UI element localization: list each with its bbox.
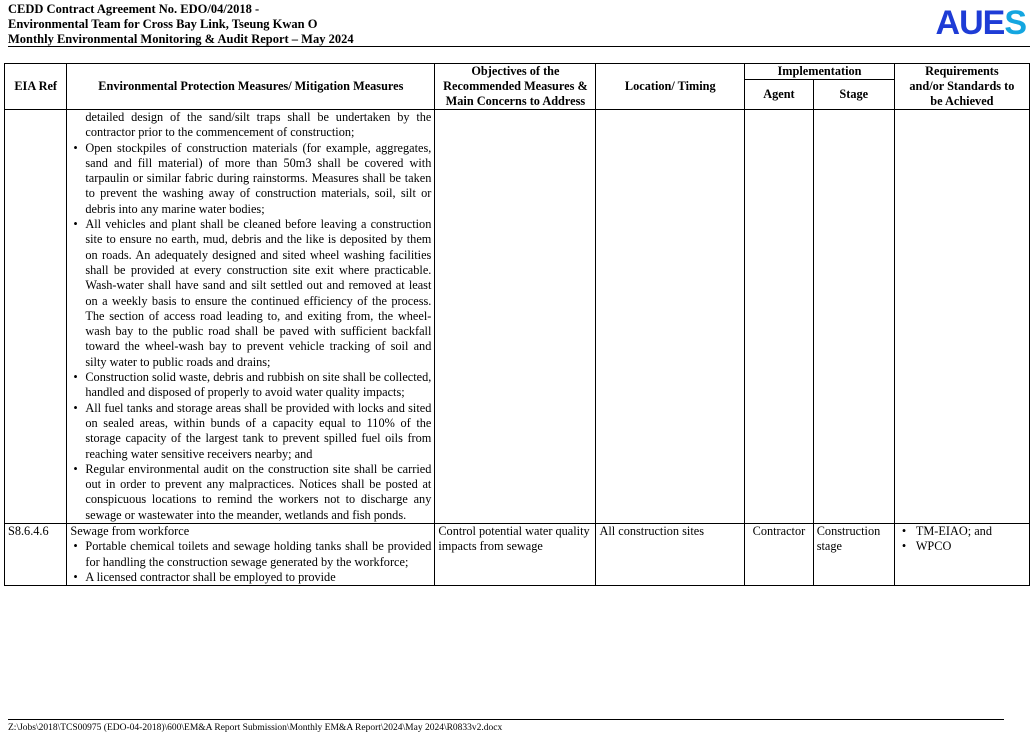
cell-requirements [894,110,1029,524]
list-item: • All fuel tanks and storage areas shall be provided with locks and sited on sealed areas, within bunds of a capacity equal to 110% of the storage capacity of the largest tank to prevent spilled fuel oils from reaching water sensitive receivers nearby; and [70,401,431,462]
cell-location: All construction sites [596,524,745,586]
cell-stage [813,110,894,524]
list-item: • TM-EIAO; and [898,524,1026,539]
list-item: • WPCO [898,539,1026,554]
table-row [5,524,1030,586]
list-item: • All vehicles and plant shall be cleaned before leaving a construction site to ensure no earth, mud, debris and the like is deposited by them on roads. An adequately designed and sited wheel washing facilities shall be provided at every construction site exit where practicable. Wash-water shall have sand and silt settled out and removed at least on a weekly basis to ensure the continued efficiency of the process. The section of access road leading to, and exiting from, the wheel-wash bay to the public road shall be paved with sufficient backfall toward the wheel-wash bay to prevent vehicle tracking of soil and silty water to public roads and drains; [70,217,431,370]
logo-main: AUE [935,4,1005,42]
cell-requirements [894,524,1029,586]
cell-objectives: Control potential water quality impacts from sewage [435,524,596,586]
requirements-list [898,524,1026,555]
logo-accent: S [1004,4,1026,42]
cell-measures [67,524,435,586]
cell-eia-ref: S8.6.4.6 [5,524,67,586]
list-item: • A licensed contractor shall be employed to provide [70,570,431,585]
list-item: • Portable chemical toilets and sewage holding tanks shall be provided for handling the construction sewage generated by the workforce; [70,539,431,570]
header-objectives [435,64,596,110]
measure-list [70,539,431,585]
report-title-block [8,2,1030,47]
table-row [5,110,1030,524]
header-implementation: Implementation [745,64,895,80]
list-item: • Regular environmental audit on the construction site shall be carried out in order to prevent any malpractices. Notices shall be posted at conspicuous locations to remind the workers not to discharge any sewage or wastewater into the meander, wetlands and fish ponds. [70,462,431,523]
measure-title: Sewage from workforce [70,524,190,539]
cell-objectives [435,110,596,524]
measure-continuation: detailed design of the sand/silt traps shall be undertaken by the contractor prior to the commencement of construction; [85,110,432,140]
list-item: • Construction solid waste, debris and rubbish on site shall be collected, handled and disposed of properly to avoid water quality impacts; [70,370,431,401]
header-objectives-l2: Recommended Measures & [443,79,588,93]
measure-list [70,141,431,523]
header-requirements-l3: be Achieved [930,94,994,108]
header-rule [8,46,1030,47]
header-location: Location/ Timing [596,64,745,110]
cell-agent [745,110,814,524]
report-line: Monthly Environmental Monitoring & Audit Report – May 2024 [8,32,354,46]
list-item: • Open stockpiles of construction materials (for example, aggregates, sand and fill material) of more than 50m3 shall be covered with tarpaulin or similar fabric during rainstorms. Measures shall be taken to prevent the washing away of construction materials, soil, silt or debris into any marine water bodies; [70,141,431,217]
header-requirements-l1: Requirements [925,64,999,78]
header-eia-ref: EIA Ref [5,64,67,110]
header-objectives-l1: Objectives of the [471,64,560,78]
contract-line: CEDD Contract Agreement No. EDO/04/2018 - [8,2,260,16]
aues-logo [936,4,1026,42]
footer-rule [8,719,1004,720]
cell-stage: Construction stage [813,524,894,586]
header-agent: Agent [745,80,814,110]
header-requirements-l2: and/or Standards to [909,79,1015,93]
cell-eia-ref [5,110,67,524]
team-line: Environmental Team for Cross Bay Link, Tseung Kwan O [8,17,318,31]
cell-location [596,110,745,524]
header-stage: Stage [813,80,894,110]
cell-measures [67,110,435,524]
page-header [8,2,1030,47]
header-requirements [894,64,1029,110]
header-objectives-l3: Main Concerns to Address [445,94,586,108]
header-measures: Environmental Protection Measures/ Mitigation Measures [67,64,435,110]
cell-agent: Contractor [745,524,814,586]
file-path-footer: Z:\Jobs\2018\TCS00975 (EDO-04-2018)\600\EM&A Report Submission\Monthly EM&A Report\2024\May 2024\R0833v2.docx [8,723,503,733]
mitigation-measures-table [4,63,1030,586]
